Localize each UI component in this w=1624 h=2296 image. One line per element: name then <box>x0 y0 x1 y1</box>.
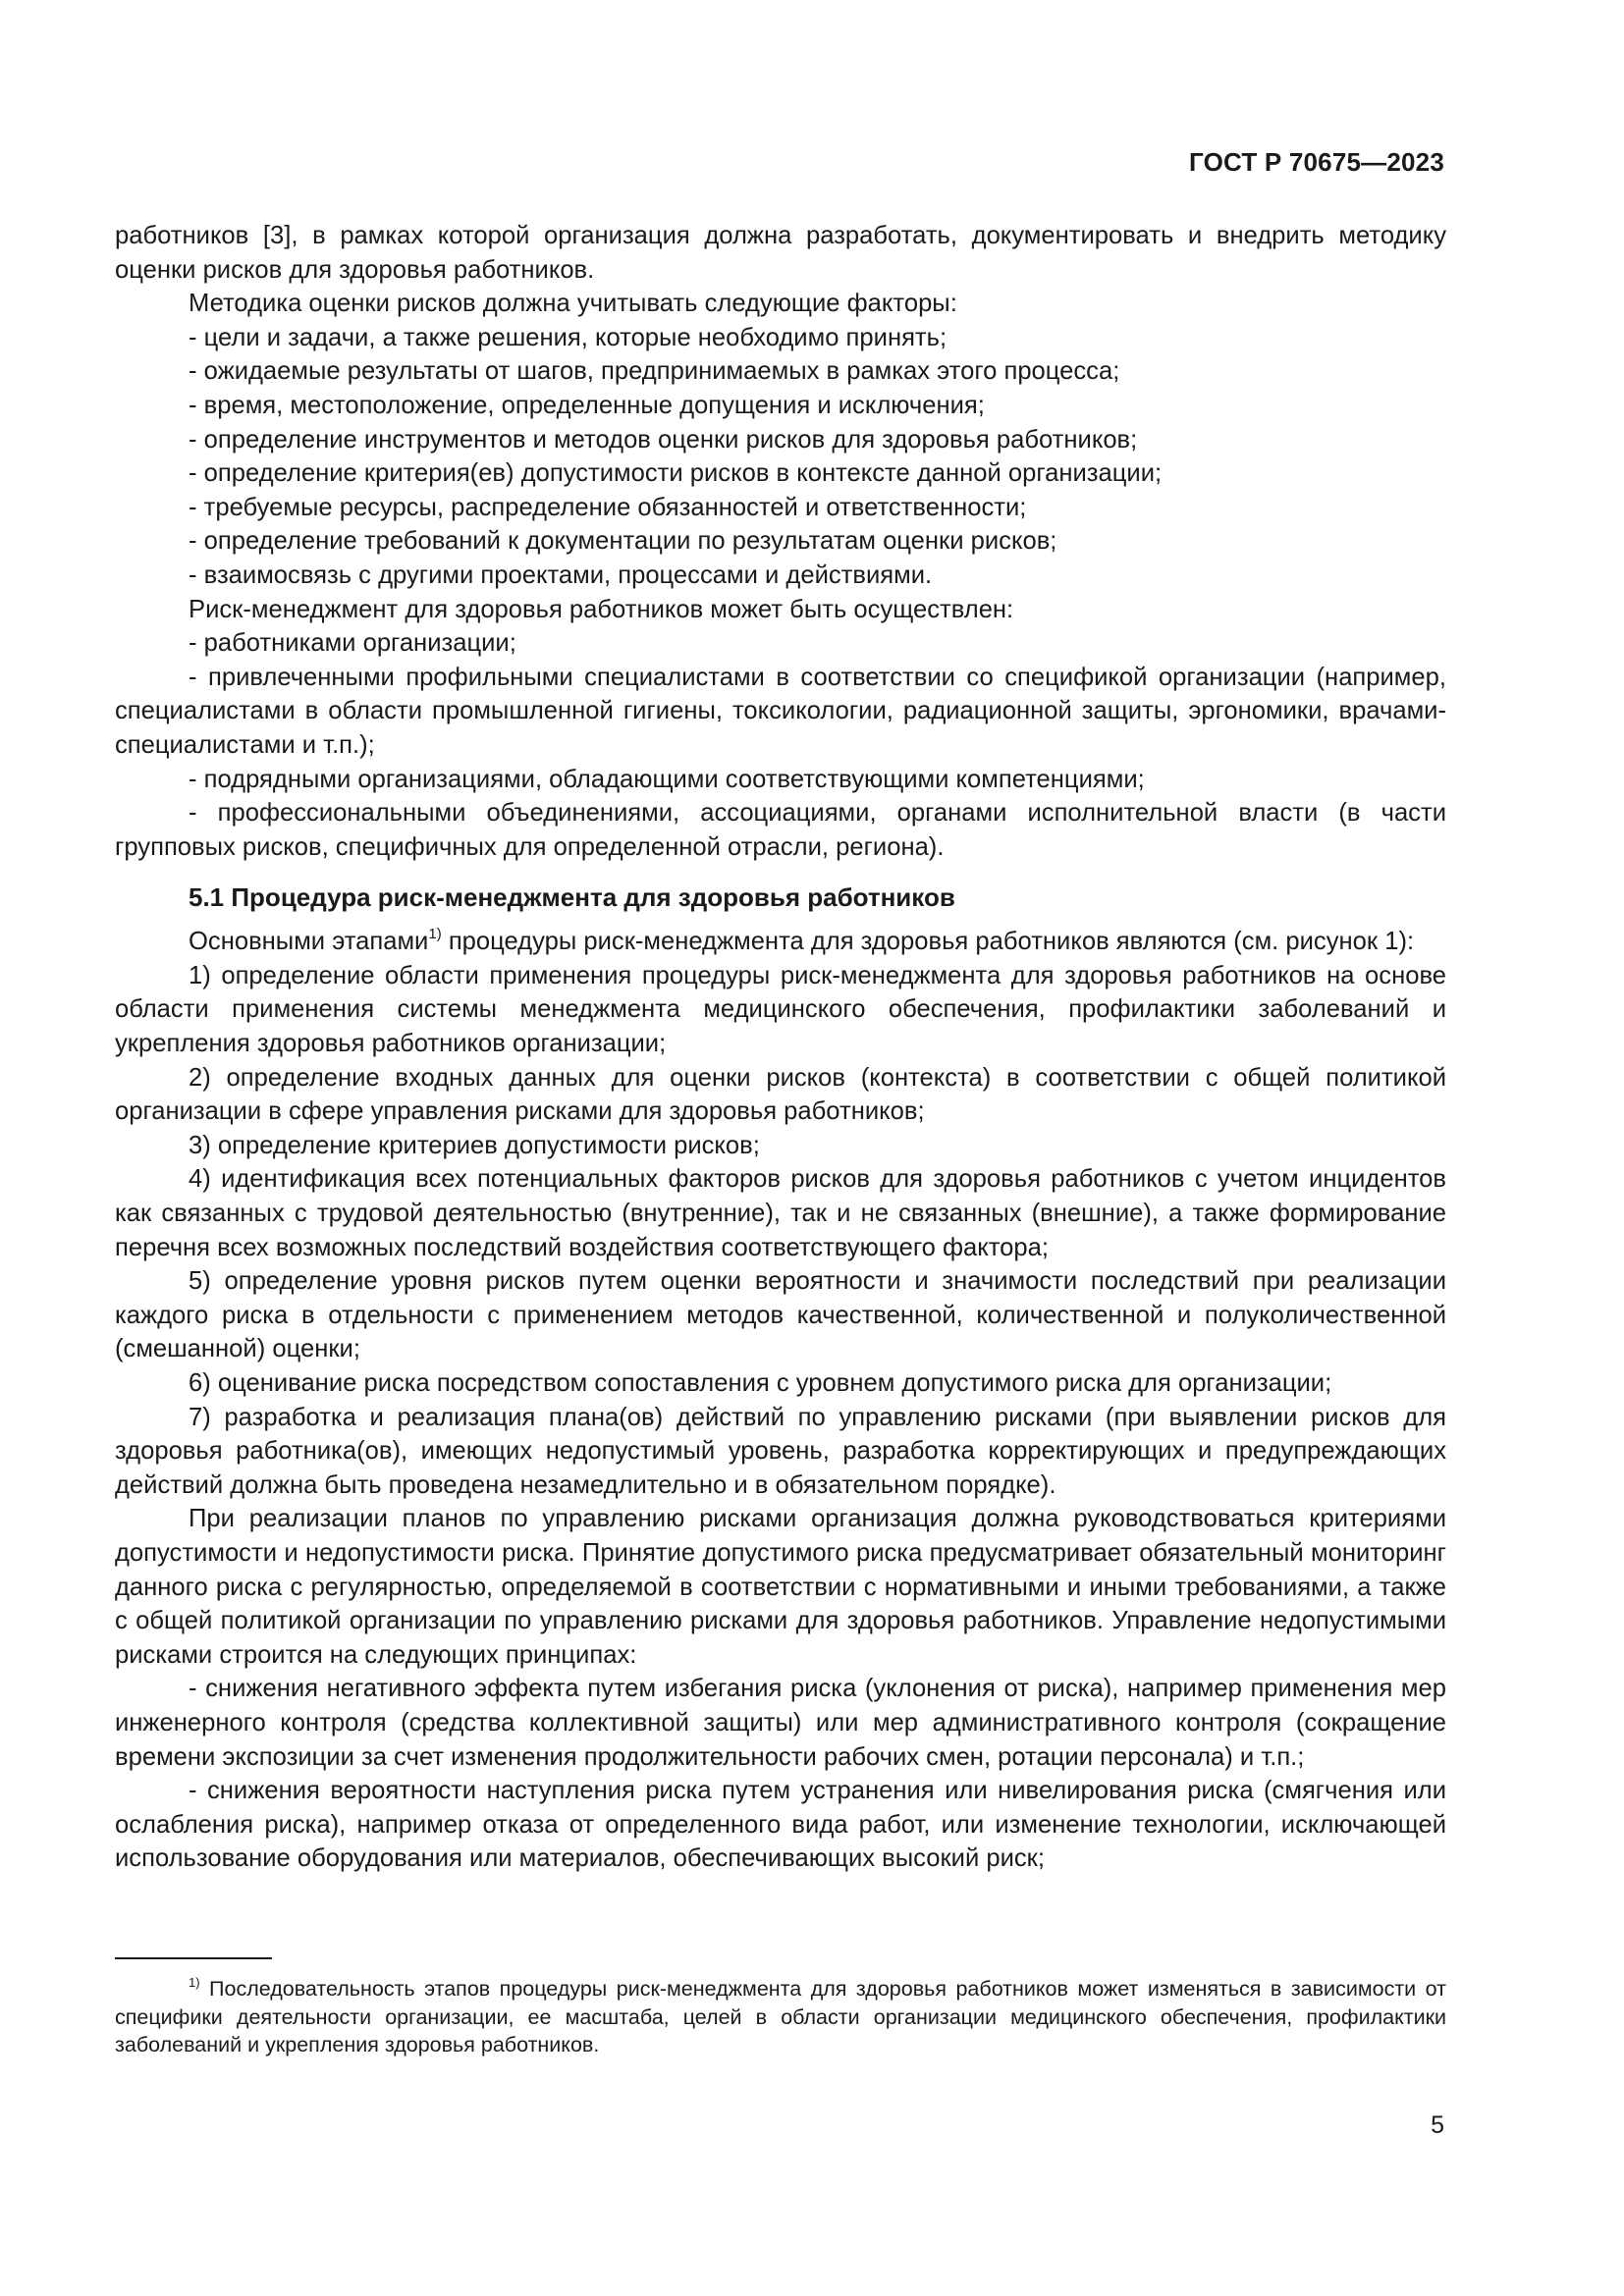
section-intro <box>115 925 1446 959</box>
list-item: - цели и задачи, а также решения, которые необходимо принять; <box>189 323 947 351</box>
list-item: 4) идентификация всех потенциальных факторов рисков для здоровья работников с учетом инцидентов как связанных с трудовой деятельностью (внутренние), так и не связанных (внешние), а также формирование перечня всех возможных последствий воздействия соответствующего фактора; <box>115 1165 1446 1261</box>
list-item: 2) определение входных данных для оценки рисков (контекста) в соответствии с общей политикой организации в сфере управления рисками для здоровья работников; <box>115 1063 1446 1126</box>
paragraph: При реализации планов по управлению рисками организация должна руководствоваться критериями допустимости и недопустимости риска. Принятие допустимого риска предусматривает обязательный мониторинг данного риска с регулярностью, определяемой в соответствии с нормативными и иными требованиями, а также с общей политикой организации по управлению рисками для здоровья работников. Управление недопустимыми рисками строится на следующих принципах: <box>115 1505 1446 1669</box>
list-item: - определение инструментов и методов оценки рисков для здоровья работников; <box>189 425 1138 454</box>
list-item: - привлеченными профильными специалистами в соответствии со спецификой организации (например, специалистами в области промышленной гигиены, токсикологии, радиационной защиты, эргономики, врачами-специалистами и т.п.); <box>115 663 1446 759</box>
section-intro-text-rest: процедуры риск-менеджмента для здоровья работников являются (см. рисунок 1): <box>441 928 1415 956</box>
list-item: 7) разработка и реализация плана(ов) действий по управлению рисками (при выявлении рисков для здоровья работника(ов), имеющих недопустимый уровень, разработка корректирующих и предупреждающих действий должна быть проведена незамедлительно и в обязательном порядке). <box>115 1403 1446 1499</box>
list-item: 6) оценивание риска посредством сопоставления с уровнем допустимого риска для организации; <box>189 1369 1332 1397</box>
list-item: - определение критерия(ев) допустимости рисков в контексте данной организации; <box>189 459 1163 488</box>
page-number: 5 <box>1431 2111 1444 2139</box>
body-text <box>115 219 1446 1876</box>
standard-header: ГОСТ Р 70675—2023 <box>1189 147 1444 177</box>
paragraph: Риск-менеджмент для здоровья работников может быть осуществлен: <box>189 595 1014 623</box>
section-heading: 5.1 Процедура риск-менеджмента для здоровья работников <box>189 882 955 913</box>
paragraph: Методика оценки рисков должна учитывать следующие факторы: <box>189 290 957 318</box>
section-intro-text: Основными этапами <box>189 928 429 956</box>
list-item: - работниками организации; <box>189 629 516 658</box>
list-item: 5) определение уровня рисков путем оценки вероятности и значимости последствий при реализации каждого риска в отдельности с применением методов качественной, количественной и полуколичественной (смешанной) оценки; <box>115 1267 1446 1363</box>
footnote-paragraph <box>115 1975 1446 2059</box>
list-item: - время, местоположение, определенные допущения и исключения; <box>189 391 985 419</box>
footnote-reference: 1) <box>428 926 442 943</box>
footnote <box>115 1975 1446 2059</box>
list-item: - профессиональными объединениями, ассоциациями, органами исполнительной власти (в части групповых рисков, специфичных для определенной отрасли, региона). <box>115 799 1446 861</box>
list-item: - взаимосвязь с другими проектами, процессами и действиями. <box>189 561 933 589</box>
list-item: - снижения негативного эффекта путем избегания риска (уклонения от риска), например применения мер инженерного контроля (средства коллективной защиты) или мер административного контроля (сокращение времени экспозиции за счет изменения продолжительности рабочих смен, ротации персонала) и т.п.; <box>115 1675 1446 1771</box>
list-item: - требуемые ресурсы, распределение обязанностей и ответственности; <box>189 493 1027 521</box>
footnote-text: Последовательность этапов процедуры риск-менеджмента для здоровья работников может изменяться в зависимости от специфики деятельности организации, ее масштаба, целей в области организации медицинского обеспечения, профилактики заболеваний и укрепления здоровья работников. <box>115 1977 1446 2056</box>
list-item: - подрядными организациями, обладающими соответствующими компетенциями; <box>189 765 1145 793</box>
list-item: 3) определение критериев допустимости рисков; <box>189 1131 760 1159</box>
paragraph: работников [3], в рамках которой организация должна разработать, документировать и внедрить методику оценки рисков для здоровья работников. <box>115 222 1446 284</box>
footnote-divider <box>115 1957 272 1959</box>
footnote-marker: 1) <box>189 1975 200 1990</box>
list-item: - снижения вероятности наступления риска путем устранения или нивелирования риска (смягчения или ослабления риска), например отказа от определенного вида работ, или изменение технологии, исключающей использование оборудования или материалов, обеспечивающих высокий риск; <box>115 1777 1446 1873</box>
list-item: 1) определение области применения процедуры риск-менеджмента для здоровья работников на основе области применения системы менеджмента медицинского обеспечения, профилактики заболеваний и укрепления здоровья работников организации; <box>115 961 1446 1058</box>
list-item: - ожидаемые результаты от шагов, предпринимаемых в рамках этого процесса; <box>189 357 1120 386</box>
list-item: - определение требований к документации по результатам оценки рисков; <box>189 527 1057 556</box>
